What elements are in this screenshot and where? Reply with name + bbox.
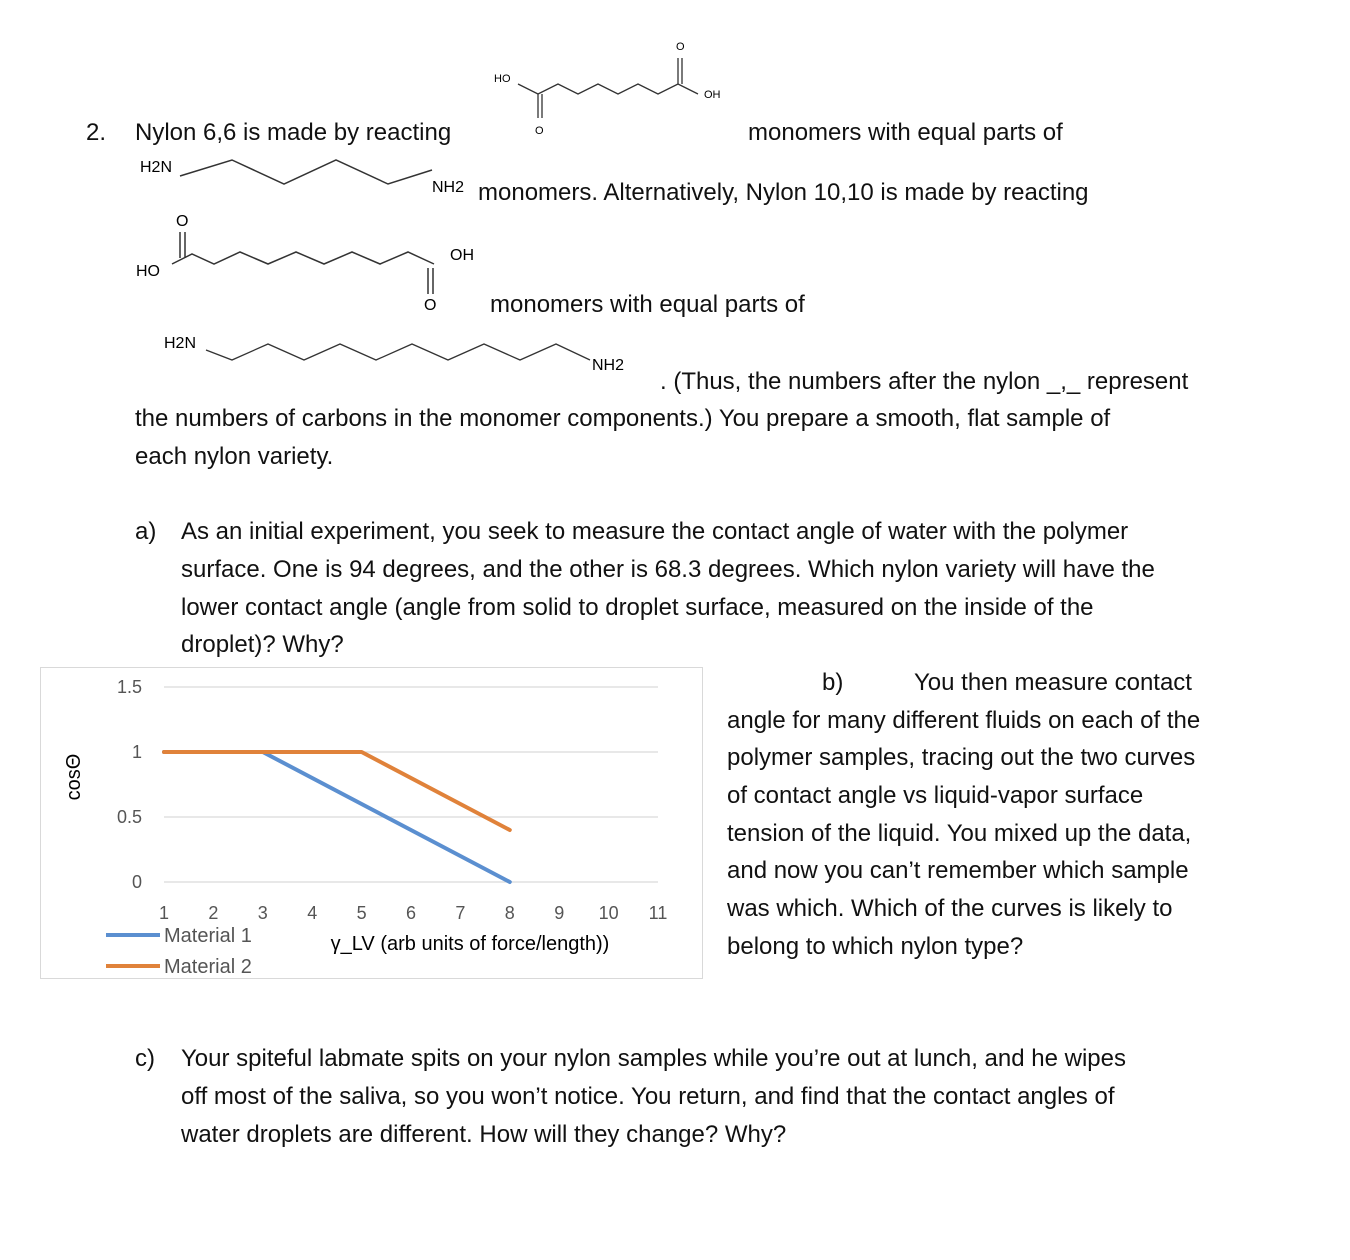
part-c-label: c): [135, 1045, 155, 1072]
part-a-line: lower contact angle (angle from solid to droplet surface, measured on the inside of the: [181, 594, 1094, 621]
part-a-line: droplet)? Why?: [181, 631, 344, 658]
sebacic-o2-label: O: [424, 297, 437, 310]
x-tick-label: 8: [504, 903, 515, 923]
adipic-ho-label: HO: [494, 73, 511, 85]
x-tick-label: 2: [208, 903, 219, 923]
part-b-line: belong to which nylon type?: [727, 933, 1024, 960]
part-b-label: b): [822, 669, 844, 696]
x-tick-label: 1: [158, 903, 170, 923]
intro-line-1-end: monomers with equal parts of: [748, 119, 1063, 146]
x-tick-label: 11: [648, 903, 668, 923]
x-tick-label: 9: [554, 903, 565, 923]
x-tick-label: 3: [257, 903, 268, 923]
x-tick-label: 7: [455, 903, 466, 923]
decanediamine-h2n-label: H2N: [164, 335, 197, 352]
chart-y-ticks: [117, 677, 142, 892]
chart-x-ticks: [159, 903, 667, 923]
part-c-line: Your spiteful labmate spits on your nylon samples while you’re out at lunch, and he wipes: [181, 1045, 1126, 1072]
hexanediamine-structure: [136, 150, 476, 206]
part-b-line: tension of the liquid. You mixed up the data,: [727, 820, 1192, 847]
chart-y-axis-label: cosΘ: [63, 753, 85, 801]
contact-angle-chart: [40, 667, 703, 979]
sebacic-acid-structure: [134, 206, 494, 310]
part-a-line: As an initial experiment, you seek to measure the contact angle of water with the polymer: [181, 518, 1129, 545]
part-b-line: of contact angle vs liquid-vapor surface: [727, 782, 1144, 809]
intro-line-4: . (Thus, the numbers after the nylon _,_ represent: [660, 368, 1189, 395]
x-tick-label: 5: [356, 903, 367, 923]
part-b-first-line: You then measure contact: [914, 669, 1192, 696]
intro-line-6: each nylon variety.: [135, 443, 334, 470]
chart-legend: [106, 925, 252, 978]
part-a-label: a): [135, 518, 157, 545]
intro-line-5: the numbers of carbons in the monomer components.) You prepare a smooth, flat sample of: [135, 405, 1111, 432]
adipic-o1-label: O: [535, 125, 544, 137]
hexanediamine-h2n-label: H2N: [140, 159, 173, 176]
sebacic-ho-label: HO: [136, 263, 160, 280]
y-tick-label: 0.5: [116, 807, 142, 827]
hexanediamine-nh2-label: NH2: [432, 179, 465, 196]
decanediamine-nh2-label: NH2: [592, 357, 625, 374]
sebacic-o1-label: O: [176, 213, 189, 230]
y-tick-label: 1: [131, 742, 142, 762]
adipic-oh-label: OH: [704, 89, 721, 101]
part-a-line: surface. One is 94 degrees, and the other is 68.3 degrees. Which nylon variety will have the: [181, 556, 1155, 583]
question-number: 2.: [86, 119, 107, 146]
part-b-line: and now you can’t remember which sample: [727, 857, 1189, 884]
decanediamine-structure: [160, 326, 640, 388]
y-tick-label: 1.5: [116, 677, 142, 697]
part-b-line: angle for many different fluids on each of the: [727, 707, 1201, 734]
intro-line-1-start: Nylon 6,6 is made by reacting: [135, 119, 452, 146]
part-b-line: polymer samples, tracing out the two curves: [727, 744, 1196, 771]
part-c-line: off most of the saliva, so you won’t notice. You return, and find that the contact angles of: [181, 1083, 1115, 1110]
adipic-acid-structure: [490, 36, 740, 146]
legend-label: Material 1: [164, 925, 252, 947]
chart-x-axis-label: γ_LV (arb units of force/length)): [330, 933, 610, 955]
intro-line-3: monomers with equal parts of: [490, 291, 805, 318]
chart-gridlines: [164, 687, 658, 882]
sebacic-oh-label: OH: [450, 247, 474, 264]
x-tick-label: 6: [405, 903, 417, 923]
y-tick-label: 0: [131, 872, 142, 892]
x-tick-label: 10: [598, 903, 619, 923]
x-tick-label: 4: [307, 903, 318, 923]
adipic-o2-label: O: [676, 41, 685, 53]
part-b-line: was which. Which of the curves is likely to: [727, 895, 1173, 922]
part-c-line: water droplets are different. How will they change? Why?: [181, 1121, 787, 1148]
legend-label: Material 2: [164, 956, 252, 978]
intro-line-2: monomers. Alternatively, Nylon 10,10 is made by reacting: [478, 179, 1089, 206]
